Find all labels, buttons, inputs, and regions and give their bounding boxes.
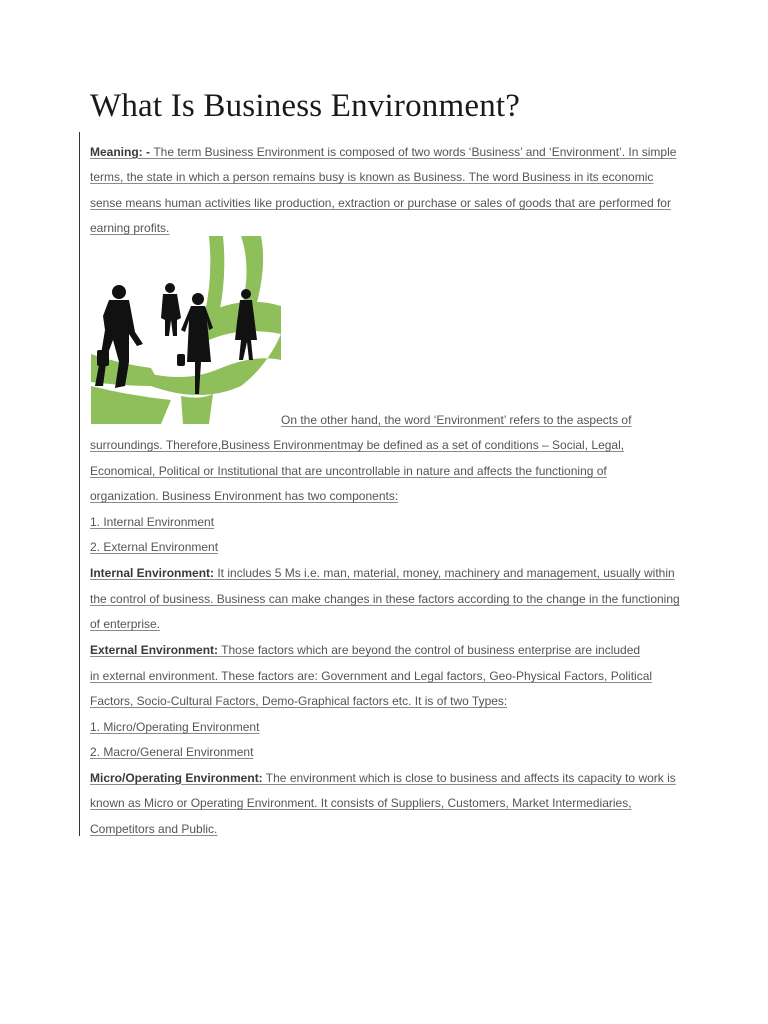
paragraph-line: earning profits.: [90, 221, 170, 235]
list-item: 2. External Environment: [90, 540, 219, 554]
paragraph-line: Internal Environment: It includes 5 Ms i.e. man, material, money, machinery and management, usually within: [90, 566, 675, 580]
list-item: 2. Macro/General Environment: [90, 745, 254, 759]
internal-environment-label: Internal Environment:: [90, 566, 215, 580]
business-people-dollar-illustration: [91, 236, 281, 424]
paragraph-line: sense means human activities like production, extraction or purchase or sales of goods that are performed for: [90, 196, 671, 210]
paragraph-line: surroundings. Therefore,Business Environmentmay be defined as a set of conditions – Social, Legal,: [90, 438, 625, 452]
paragraph-line: Economical, Political or Institutional that are uncontrollable in nature and affects the functioning of: [90, 464, 607, 478]
paragraph-line: Micro/Operating Environment: The environment which is close to business and affects its capacity to work is: [90, 771, 676, 785]
paragraph-line: Meaning: - The term Business Environment is composed of two words ‘Business’ and ‘Environment’. In simple: [90, 145, 677, 159]
paragraph-line: External Environment: Those factors which are beyond the control of business enterprise are included: [90, 643, 641, 657]
paragraph-line: Factors, Socio-Cultural Factors, Demo-Graphical factors etc. It is of two Types:: [90, 694, 508, 708]
paragraph-line: in external environment. These factors are: Government and Legal factors, Geo-Physical Factors, Political: [90, 669, 653, 683]
page-title: What Is Business Environment?: [90, 88, 521, 124]
paragraph-line: organization. Business Environment has two components:: [90, 489, 399, 503]
paragraph-line: known as Micro or Operating Environment. It consists of Suppliers, Customers, Market Intermediaries,: [90, 796, 632, 810]
left-margin-rule: [79, 132, 80, 836]
paragraph-line: terms, the state in which a person remains busy is known as Business. The word Business in its economic: [90, 170, 654, 184]
external-environment-label: External Environment:: [90, 643, 219, 657]
paragraph-line: Competitors and Public.: [90, 822, 218, 836]
meaning-label: Meaning: -: [90, 145, 154, 159]
paragraph-line: of enterprise.: [90, 617, 161, 631]
list-item: 1. Internal Environment: [90, 515, 215, 529]
list-item: 1. Micro/Operating Environment: [90, 720, 260, 734]
micro-operating-environment-label: Micro/Operating Environment:: [90, 771, 263, 785]
paragraph-line: On the other hand, the word ‘Environment’ refers to the aspects of: [281, 413, 632, 427]
paragraph-line: the control of business. Business can make changes in these factors according to the change in the functioning: [90, 592, 680, 606]
